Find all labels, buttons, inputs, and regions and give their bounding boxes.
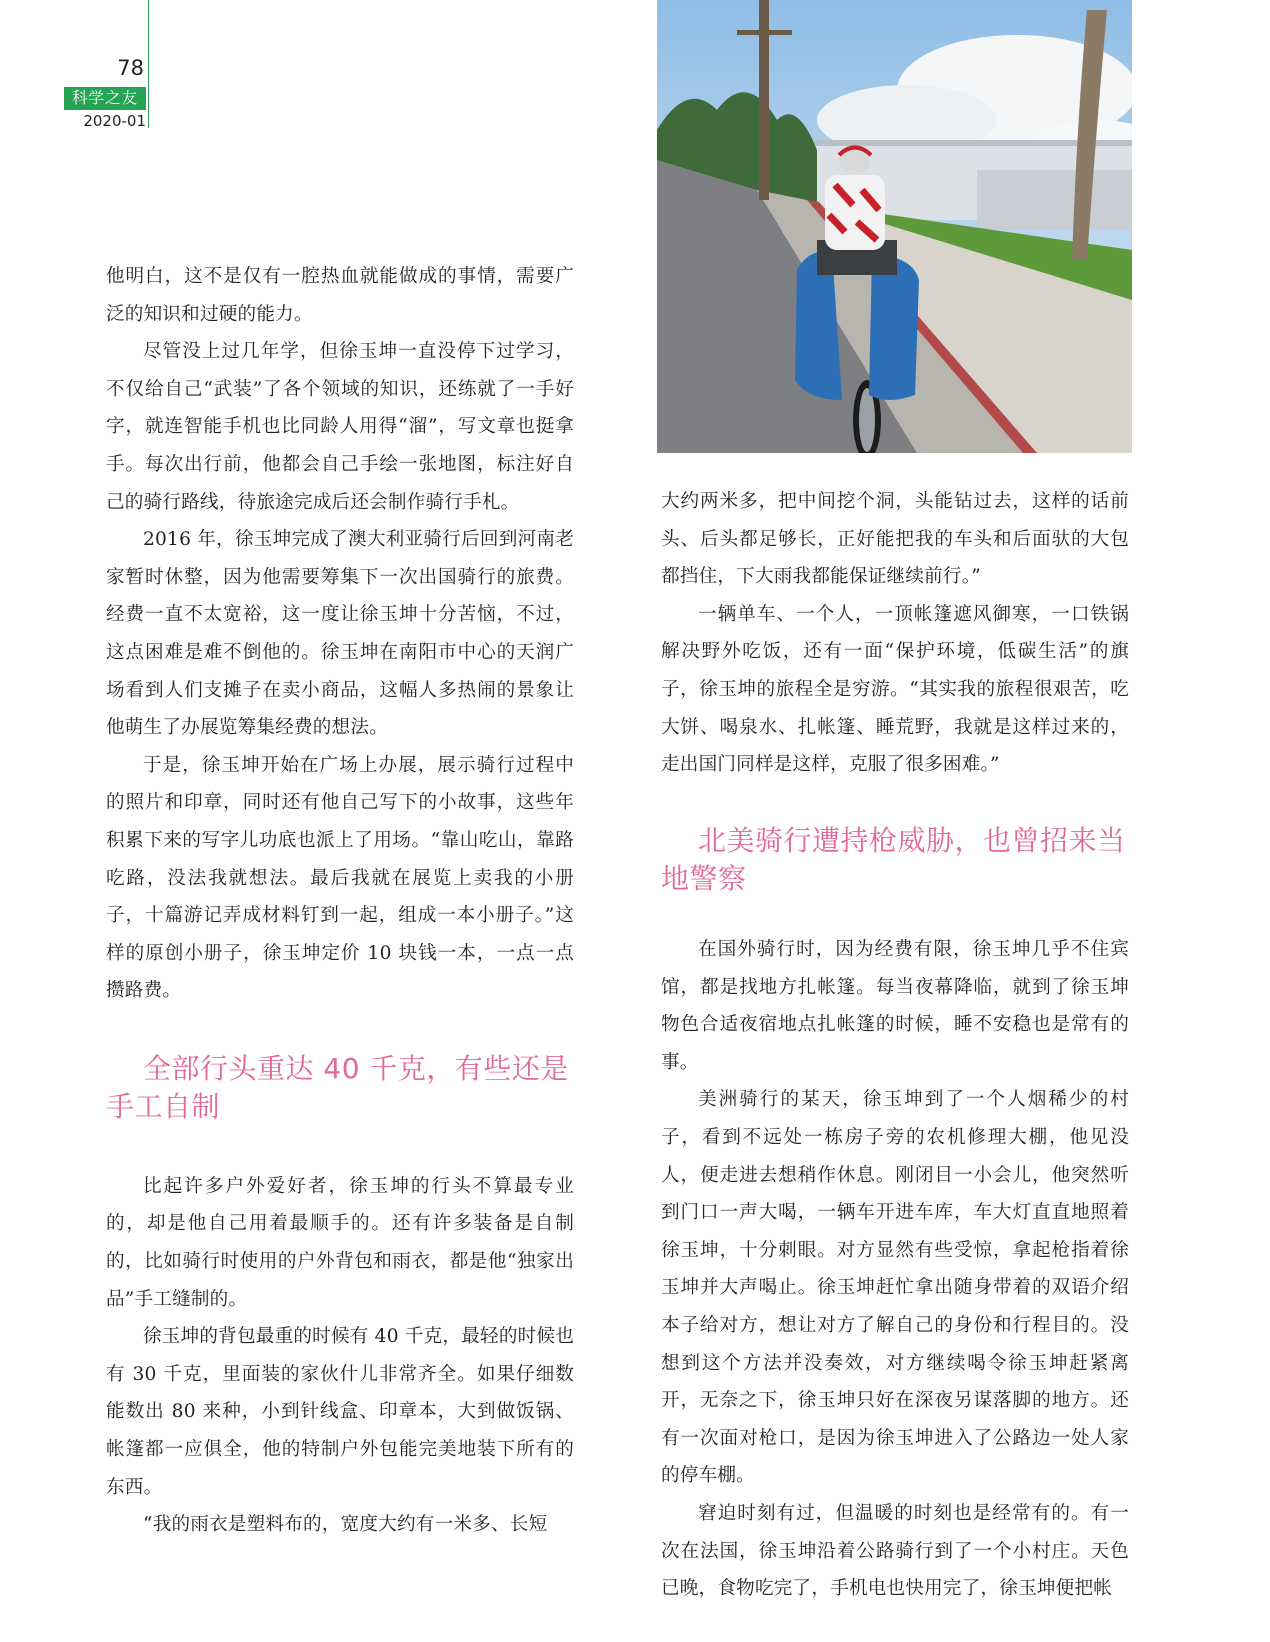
left-paragraph-3: 2016 年，徐玉坤完成了澳大利亚骑行后回到河南老家暂时休整，因为他需要筹集下一次出国骑行的旅费。经费一直不太宽裕，这一度让徐玉坤十分苦恼，不过，这点困难是难不倒他的。徐玉坤在南阳市中心的天润广场看到人们支摊子在卖小商品，这幅人多热闹的景象让他萌生了办展览筹集经费的想法。 — [106, 529, 574, 739]
issue-date: 2020-01 — [83, 112, 146, 130]
left-column — [106, 258, 574, 1544]
header-divider-line — [148, 0, 149, 128]
left-paragraph-5: 比起许多户外爱好者，徐玉坤的行头不算最专业的，却是他自己用着最顺手的。还有许多装备是自制的，比如骑行时使用的户外背包和雨衣，都是他“独家出品”手工缝制的。 — [106, 1175, 574, 1310]
right-paragraph-3: 在国外骑行时，因为经费有限，徐玉坤几乎不住宾馆，都是找地方扎帐篷。每当夜幕降临，就到了徐玉坤物色合适夜宿地点扎帐篷的时候，睡不安稳也是常有的事。 — [661, 939, 1129, 1073]
cyclist-photo — [657, 0, 1132, 453]
section-heading-gear: 全部行头重达 40 千克，有些还是手工自制 — [106, 1051, 569, 1123]
magazine-name-badge: 科学之友 — [64, 87, 146, 110]
right-paragraph-2: 一辆单车、一个人，一顶帐篷遮风御寒，一口铁锅解决野外吃饭，还有一面“保护环境，低碳生活”的旗子，徐玉坤的旅程全是穷游。“其实我的旅程很艰苦，吃大饼、喝泉水、扎帐篷、睡荒野，我就是这样过来的，走出国门同样是这样，克服了很多困难。” — [661, 603, 1129, 776]
right-paragraph-1: 大约两米多，把中间挖个洞，头能钻过去，这样的话前头、后头都足够长，正好能把我的车头和后面驮的大包都挡住，下大雨我都能保证继续前行。” — [661, 491, 1129, 588]
left-paragraph-6: 徐玉坤的背包最重的时候有 40 千克，最轻的时候也有 30 千克，里面装的家伙什儿非常齐全。如果仔细数能数出 80 来种，小到针线盒、印章本，大到做饭锅、帐篷都一应俱全，他的特制户外包能完美地装下所有的东西。 — [106, 1326, 574, 1498]
left-paragraph-4: 于是，徐玉坤开始在广场上办展，展示骑行过程中的照片和印章，同时还有他自己写下的小故事，这些年积累下来的写字儿功底也派上了用场。“靠山吃山，靠路吃路，没法我就想法。最后我就在展览上卖我的小册子，十篇游记弄成材料钉到一起，组成一本小册子。”这样的原创小册子，徐玉坤定价 10 块钱一本，一点一点攒路费。 — [106, 754, 574, 1002]
right-paragraph-4: 美洲骑行的某天，徐玉坤到了一个人烟稀少的村子，看到不远处一栋房子旁的农机修理大棚，他见没人，便走进去想稍作休息。刚闭目一小会儿，他突然听到门口一声大喝，一辆车开进车库，车大灯直直地照着徐玉坤，十分刺眼。对方显然有些受惊，拿起枪指着徐玉坤并大声喝止。徐玉坤赶忙拿出随身带着的双语介绍本子给对方，想让对方了解自己的身份和行程目的。没想到这个方法并没奏效，对方继续喝令徐玉坤赶紧离开，无奈之下，徐玉坤只好在深夜另谋落脚的地方。还有一次面对枪口，是因为徐玉坤进入了公路边一处人家的停车棚。 — [661, 1089, 1129, 1487]
right-paragraph-5: 窘迫时刻有过，但温暖的时刻也是经常有的。有一次在法国，徐玉坤沿着公路骑行到了一个小村庄。天色已晚，食物吃完了，手机电也快用完了，徐玉坤便把帐 — [661, 1502, 1129, 1600]
left-paragraph-7: “我的雨衣是塑料布的，宽度大约有一米多、长短 — [143, 1514, 548, 1536]
left-paragraph-2: 尽管没上过几年学，但徐玉坤一直没停下过学习，不仅给自己“武装”了各个领域的知识，还练就了一手好字，就连智能手机也比同龄人用得“溜”，写文章也挺拿手。每次出行前，他都会自己手绘一张地图，标注好自己的骑行路线，待旅途完成后还会制作骑行手札。 — [106, 341, 574, 513]
left-paragraph-1: 他明白，这不是仅有一腔热血就能做成的事情，需要广泛的知识和过硬的能力。 — [106, 266, 574, 325]
right-column-top — [661, 483, 1129, 784]
cyclist-photo-illustration — [657, 0, 1132, 453]
section-heading-north-america: 北美骑行遭持枪威胁，也曾招来当地警察 — [661, 824, 1126, 895]
right-column-bottom — [661, 931, 1129, 1608]
page-number: 78 — [117, 56, 144, 80]
